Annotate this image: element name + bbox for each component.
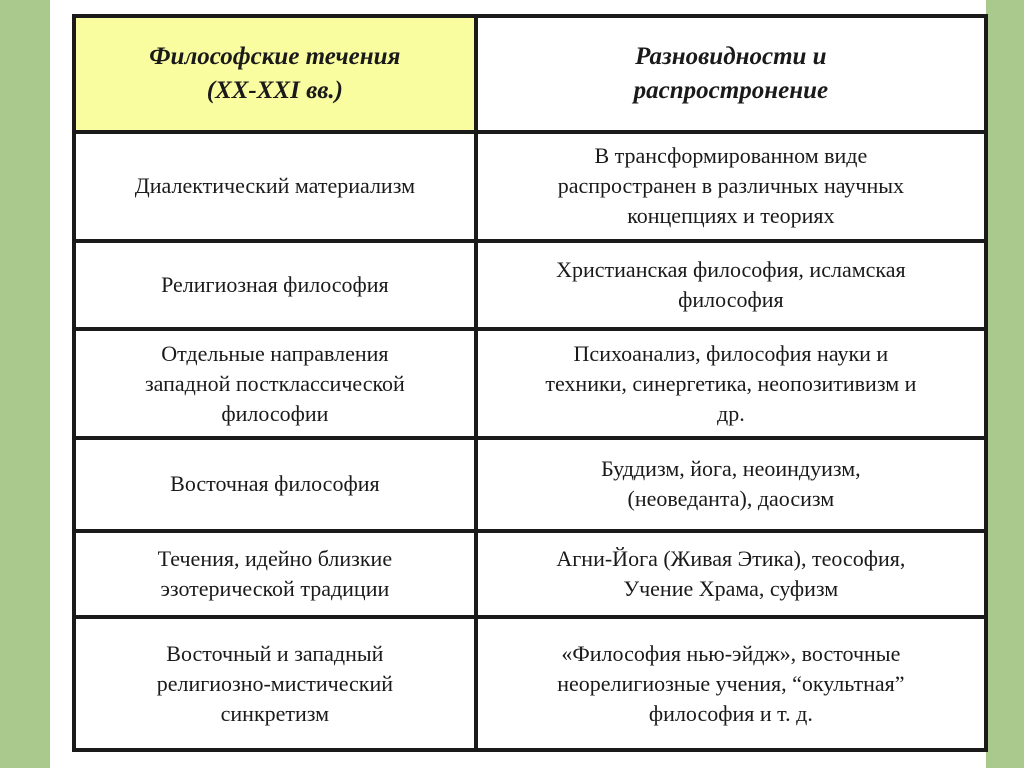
table-cell [478,440,984,529]
header-row [76,18,984,130]
cell-text: Религиозная философия [161,271,389,297]
cell-text: Восточная философия [170,471,380,497]
table-row [76,619,984,748]
table-row [76,331,984,436]
cell-text: Диалектический материализм [134,173,416,199]
table-cell [478,619,984,748]
table-frame [72,14,988,752]
cell-text: Отдельные направления западной постклассической философии [144,340,405,426]
cell-text: Течения, идейно близкие эзотерической традиции [157,545,393,601]
table-cell [478,533,984,616]
table-row [76,440,984,529]
table-row [76,134,984,239]
table-cell [76,134,474,239]
header-cell-movements [76,18,474,130]
cell-text: В трансформированном виде распространен в различных научных концепциях и теориях [557,143,905,229]
cell-text: Агни-Йога (Живая Этика), теософия, Учение Храма, суфизм [556,545,906,601]
table-row [76,243,984,328]
philosophy-table [72,14,988,752]
table-cell [76,619,474,748]
cell-text: Буддизм, йога, неоиндуизм, (неоведанта), даосизм [601,456,861,512]
cell-text: Психоанализ, философия науки и техники, синергетика, неопозитивизм и др. [545,340,917,426]
header-label: Разновидности и распростронение [633,43,829,104]
table-cell [478,243,984,328]
cell-text: Восточный и западный религиозно-мистический синкретизм [156,640,394,726]
table-row [76,533,984,616]
cell-text: Христианская философия, исламская философия [556,256,906,312]
header-label: Философские течения (XX-XXI вв.) [149,43,401,104]
table-cell [76,243,474,328]
table-cell [76,533,474,616]
cell-text: «Философия нью-эйдж», восточные неорелигиозные учения, “окультная” философия и т. д. [557,640,905,726]
table-cell [478,134,984,239]
header-cell-varieties [478,18,984,130]
table-cell [76,331,474,436]
table-cell [76,440,474,529]
table-cell [478,331,984,436]
